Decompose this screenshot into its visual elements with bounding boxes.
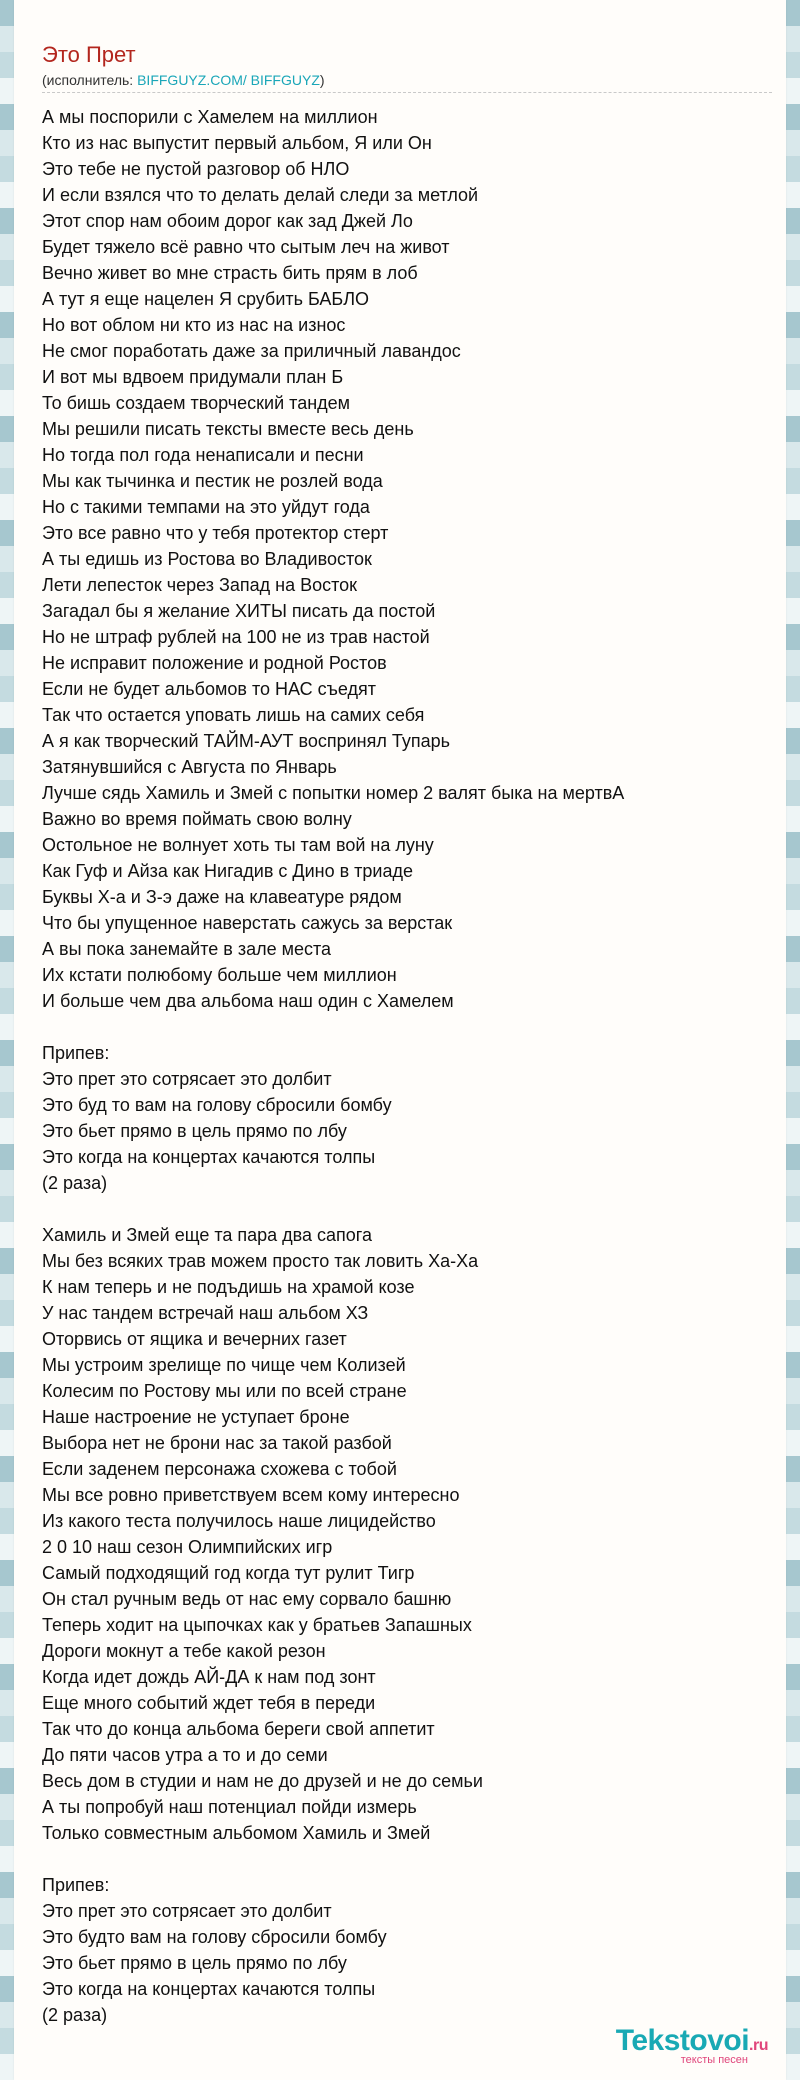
- lyric-line: Но вот облом ни кто из нас на износ: [42, 315, 346, 335]
- lyric-line: Когда идет дождь АЙ-ДА к нам под зонт: [42, 1667, 376, 1687]
- lyric-line: А мы поспорили с Хамелем на миллион: [42, 107, 378, 127]
- lyric-line: Еще много событий ждет тебя в переди: [42, 1693, 376, 1713]
- lyric-line: Наше настроение не уступает броне: [42, 1407, 350, 1427]
- lyric-line: И вот мы вдвоем придумали план Б: [42, 367, 344, 387]
- lyric-line: Мы все ровно приветствуем всем кому интересно: [42, 1485, 460, 1505]
- artist-prefix: (исполнитель:: [42, 72, 138, 88]
- lyric-line: Это бьет прямо в цель прямо по лбу: [42, 1121, 347, 1141]
- lyric-line: А тут я еще нацелен Я срубить БАБЛО: [42, 289, 370, 309]
- lyric-line: Припев:: [42, 1875, 110, 1895]
- lyric-line: Лети лепесток через Запад на Восток: [42, 575, 358, 595]
- lyric-line: Самый подходящий год когда тут рулит Тигр: [42, 1563, 415, 1583]
- lyric-line: Мы решили писать тексты вместе весь день: [42, 419, 414, 439]
- lyric-line: 2 0 10 наш сезон Олимпийских игр: [42, 1537, 333, 1557]
- lyric-line: Дороги мокнут а тебе какой резон: [42, 1641, 326, 1661]
- logo-name: Tekstovoi: [615, 2024, 750, 2057]
- lyric-line: И если взялся что то делать делай следи за метлой: [42, 185, 479, 205]
- header-divider: [42, 92, 772, 93]
- song-title: Это Прет: [42, 42, 136, 67]
- lyric-line: Это когда на концертах качаются толпы: [42, 1979, 376, 1999]
- lyric-line: (2 раза): [42, 1173, 108, 1193]
- logo-tld: .ru: [749, 2037, 768, 2054]
- lyric-line: Хамиль и Змей еще та пара два сапога: [42, 1225, 372, 1245]
- artist-suffix: ): [319, 72, 325, 88]
- logo-tagline: тексты песен: [680, 2054, 748, 2066]
- artist-link[interactable]: BIFFGUYZ.COM/ BIFFGUYZ: [137, 72, 320, 88]
- lyric-line: Мы без всяких трав можем просто так ловить Ха-Ха: [42, 1251, 479, 1271]
- lyric-line: А ты едишь из Ростова во Владивосток: [42, 549, 372, 569]
- lyric-line: Лучше сядь Хамиль и Змей с попытки номер 2 валят быка на мертвА: [42, 783, 625, 803]
- lyric-line: Оторвись от ящика и вечерних газет: [42, 1329, 347, 1349]
- lyric-line: Это все равно что у тебя протектор стерт: [42, 523, 389, 543]
- lyric-line: А вы пока занемайте в зале места: [42, 939, 332, 959]
- lyric-line: Припев:: [42, 1043, 110, 1063]
- lyric-line: Затянувшийся с Августа по Январь: [42, 757, 337, 777]
- lyric-line: У нас тандем встречай наш альбом ХЗ: [42, 1303, 369, 1323]
- lyric-line: До пяти часов утра а то и до семи: [42, 1745, 328, 1765]
- lyric-line: Но не штраф рублей на 100 не из трав настой: [42, 627, 430, 647]
- lyric-line: Это прет это сотрясает это долбит: [42, 1901, 332, 1921]
- lyric-line: То бишь создаем творческий тандем: [42, 393, 351, 413]
- lyric-line: Весь дом в студии и нам не до друзей и не до семьи: [42, 1771, 483, 1791]
- lyric-line: Важно во время поймать свою волну: [42, 809, 352, 829]
- lyric-line: Если не будет альбомов то НАС съедят: [42, 679, 376, 699]
- lyric-line: Так что остается уповать лишь на самих себя: [42, 705, 425, 725]
- lyric-line: Как Гуф и Айза как Нигадив с Дино в триаде: [42, 861, 414, 881]
- lyric-line: Он стал ручным ведь от нас ему сорвало башню: [42, 1589, 452, 1609]
- lyrics-page: [14, 0, 786, 2080]
- lyric-line: К нам теперь и не подъдишь на храмой козе: [42, 1277, 415, 1297]
- lyric-line: Мы устроим зрелище по чище чем Колизей: [42, 1355, 406, 1375]
- lyric-line: Не исправит положение и родной Ростов: [42, 653, 387, 673]
- site-logo[interactable]: [616, 2024, 768, 2066]
- lyric-line: (2 раза): [42, 2005, 108, 2025]
- lyric-line: Но тогда пол года ненаписали и песни: [42, 445, 364, 465]
- lyric-line: И больше чем два альбома наш один с Хамелем: [42, 991, 454, 1011]
- lyric-line: Это тебе не пустой разговор об НЛО: [42, 159, 350, 179]
- stanza-gap: [42, 1196, 772, 1222]
- lyric-line: Это бьет прямо в цель прямо по лбу: [42, 1953, 347, 1973]
- lyric-line: Это будто вам на голову сбросили бомбу: [42, 1927, 387, 1947]
- lyric-line: Это когда на концертах качаются толпы: [42, 1147, 376, 1167]
- lyric-line: Мы как тычинка и пестик не розлей вода: [42, 471, 383, 491]
- lyric-line: А ты попробуй наш потенциал пойди измерь: [42, 1797, 417, 1817]
- lyric-line: Будет тяжело всё равно что сытым леч на живот: [42, 237, 450, 257]
- lyric-line: Если заденем персонажа схожева с тобой: [42, 1459, 397, 1479]
- lyrics-body: [42, 104, 772, 2028]
- logo-wordmark: [616, 2024, 768, 2058]
- lyric-line: Не смог поработать даже за приличный лавандос: [42, 341, 461, 361]
- lyric-line: Кто из нас выпустит первый альбом, Я или Он: [42, 133, 432, 153]
- lyric-line: Из какого теста получилось наше лицидейство: [42, 1511, 436, 1531]
- lyric-line: Выбора нет не брони нас за такой разбой: [42, 1433, 392, 1453]
- lyric-line: Их кстати полюбому больше чем миллион: [42, 965, 397, 985]
- lyric-line: Только совместным альбомом Хамиль и Змей: [42, 1823, 431, 1843]
- lyric-line: Этот спор нам обоим дорог как зад Джей Ло: [42, 211, 413, 231]
- lyric-line: Теперь ходит на цыпочках как у братьев Запашных: [42, 1615, 472, 1635]
- lyric-line: Буквы Х-а и З-э даже на клавеатуре рядом: [42, 887, 402, 907]
- lyric-line: Вечно живет во мне страсть бить прям в лоб: [42, 263, 418, 283]
- lyric-line: Остольное не волнует хоть ты там вой на луну: [42, 835, 434, 855]
- lyric-line: Загадал бы я желание ХИТЫ писать да постой: [42, 601, 436, 621]
- lyric-line: Это прет это сотрясает это долбит: [42, 1069, 332, 1089]
- lyric-line: Но с такими темпами на это уйдут года: [42, 497, 370, 517]
- lyric-line: Что бы упущенное наверстать сажусь за верстак: [42, 913, 453, 933]
- lyric-line: Так что до конца альбома береги свой аппетит: [42, 1719, 435, 1739]
- stanza-gap: [42, 1846, 772, 1872]
- lyric-line: Это буд то вам на голову сбросили бомбу: [42, 1095, 392, 1115]
- artist-line: [42, 72, 325, 88]
- stanza-gap: [42, 1014, 772, 1040]
- lyric-line: Колесим по Ростову мы или по всей стране: [42, 1381, 407, 1401]
- lyric-line: А я как творческий ТАЙМ-АУТ воспринял Тупарь: [42, 731, 450, 751]
